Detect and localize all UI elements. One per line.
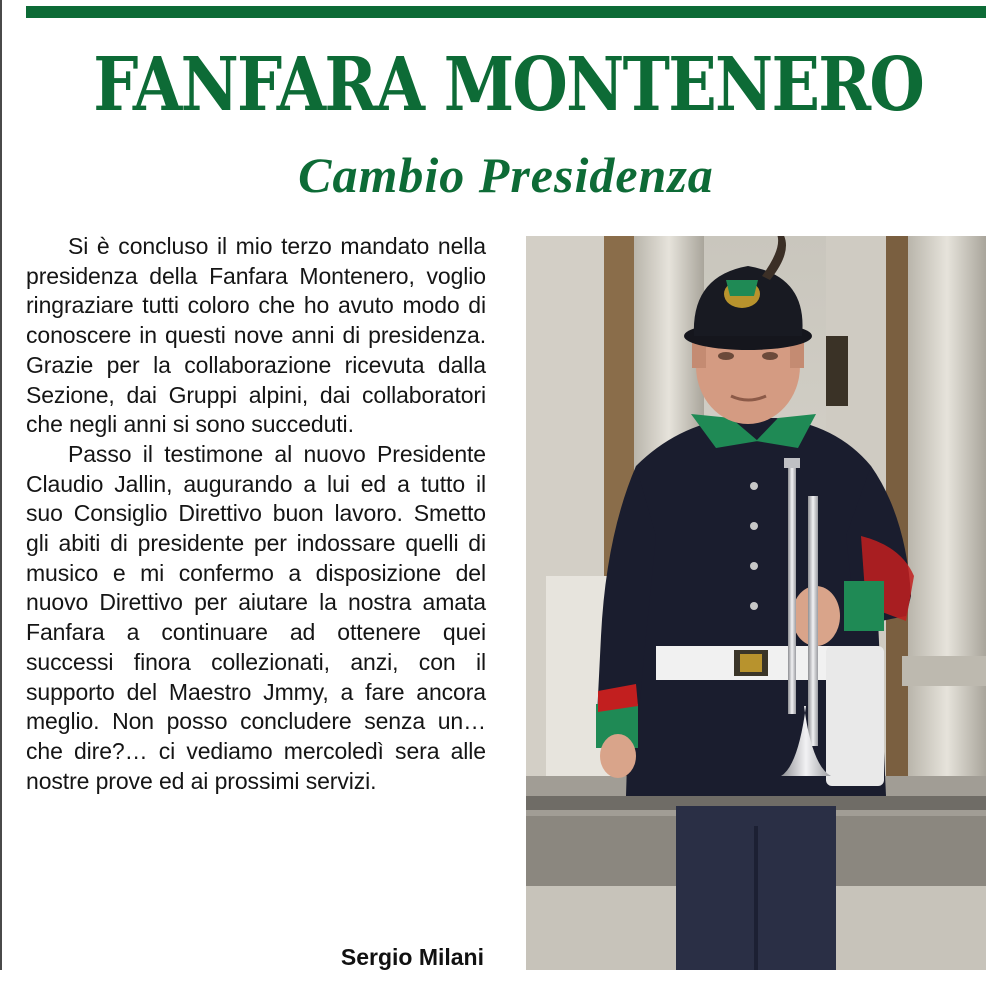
article-author: Sergio Milani bbox=[340, 944, 484, 970]
top-green-band bbox=[26, 6, 986, 18]
headline-title: FANFARA MONTENERO bbox=[93, 42, 924, 128]
article-paragraph-1: Si è concluso il mio terzo mandato nella presidenza della Fanfara Montenero, voglio ringraziare tutti coloro che ho avuto modo di conoscere in questi nove anni di presidenza. Grazie per la collaborazione ricevuta dalla Sezione, dai Gruppi alpini, dai collaboratori che negli anni si sono succeduti. bbox=[26, 233, 486, 438]
photo-illustration bbox=[526, 236, 986, 970]
left-column-rule bbox=[0, 0, 2, 970]
article-photo bbox=[526, 236, 986, 970]
headline-subtitle: Cambio Presidenza bbox=[298, 147, 714, 203]
article-paragraph-2: Passo il testimone al nuovo Presidente Claudio Jallin, augurando a lui ed a tutto il suo Consiglio Direttivo buon lavoro. Smetto gli abiti di presidente per indossare quelli di musico e mi confermo a disposizione del nuovo Direttivo per aiutare la nostra amata Fanfara a continuare ad ottenere quei successi finora collezionati, anzi, con il supporto del Maestro Jmmy, a fare ancora meglio. Non posso concludere senza un… che dire?… ci vediamo mercoledì sera alle nostre prove ed ai prossimi servizi. bbox=[26, 440, 486, 794]
article-body bbox=[26, 232, 486, 796]
